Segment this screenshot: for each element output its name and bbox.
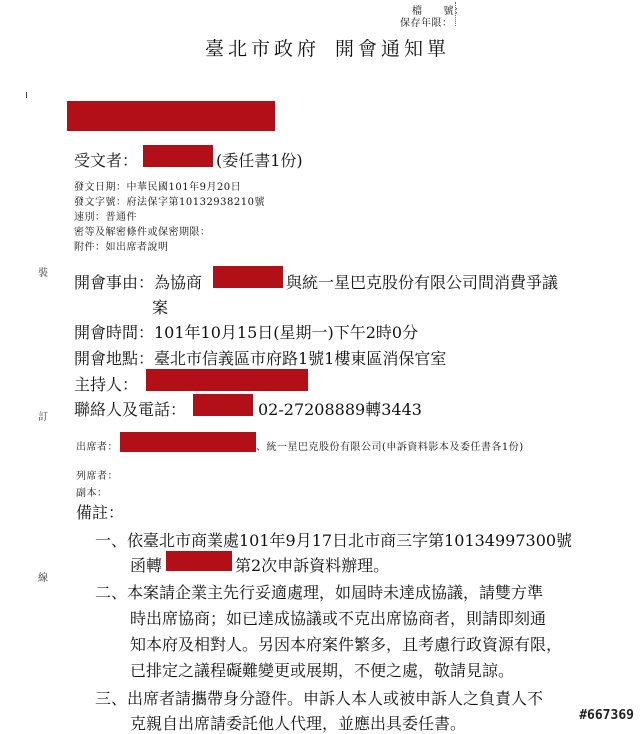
- attendees-label: 出席者：: [76, 442, 118, 453]
- note-2-line-4: 已排定之議程礙難變更或展期，不便之處，敬請見諒。: [130, 661, 515, 680]
- meeting-subject-rest: 與統一星巴克股份有限公司間消費爭議: [286, 273, 559, 292]
- note-3-line-2: 克親自出席請委託他人代理，並應出具委任書。: [130, 714, 467, 733]
- binding-mark-ding: 訂: [38, 412, 48, 423]
- note-2-line-2: 時出席協商；如已達成協議或不克出席協商者，則請即刻通: [130, 609, 547, 628]
- note-1-line-1: 一、依臺北市商業處101年9月17日北市商三字第10134997300號: [95, 531, 573, 550]
- note-1-line-2-rest: 第2次申訴資料辦理。: [235, 556, 390, 575]
- redacted-recipient: [143, 145, 213, 167]
- contact-label: 聯絡人及電話：: [74, 400, 187, 419]
- note-3-line-1: 三、出席者請攜帶身分證件。申訴人本人或被申訴人之負責人不: [95, 689, 544, 708]
- notes-label: 備註：: [76, 503, 125, 522]
- host-label: 主持人：: [74, 375, 139, 394]
- issue-date: 發文日期：中華民國101年9月20日: [74, 182, 242, 193]
- contact-phone: 02-27208889轉3443: [258, 400, 422, 419]
- recipient-note: (委任書1份): [216, 151, 303, 170]
- note-2-line-1: 二、本案請企業主先行妥適處理，如屆時未達成協議，請雙方準: [95, 583, 544, 602]
- security-level: 密等及解密條件或保密期限：: [74, 227, 211, 238]
- header-divider: [455, 2, 457, 26]
- redacted-subject-party: [213, 266, 283, 288]
- retention-label: 保存年限：: [400, 18, 453, 29]
- meeting-time: 開會時間：101年10月15日(星期一)下午2時0分: [74, 323, 419, 342]
- attachments: 附件：如出席者說明: [74, 242, 169, 253]
- cc-label: 副本：: [76, 488, 108, 499]
- meeting-place: 開會地點：臺北市信義區市府路1號1樓東區消保官室: [74, 349, 447, 368]
- document-number: 發文字號：府法保字第10132938210號: [74, 197, 265, 208]
- watermark-id: #667369: [579, 708, 634, 723]
- organization-name: 臺北市政府: [205, 38, 321, 60]
- meeting-subject-wrap: 案: [152, 298, 169, 317]
- binding-mark-xian: 線: [38, 573, 48, 584]
- meeting-subject-label: 開會事由：為協商: [74, 273, 203, 292]
- binding-mark-zhuang: 裝: [38, 268, 48, 279]
- recipient-label: 受文者：: [74, 151, 139, 170]
- observers-label: 列席者：: [76, 471, 118, 482]
- redacted-contact: [193, 394, 253, 416]
- attendees-rest: 、統一星巴克股份有限公司(申訴資料影本及委任書各1份): [256, 442, 524, 453]
- redacted-note-party: [166, 551, 232, 571]
- note-1-line-2-prefix: 函轉: [130, 556, 163, 575]
- redacted-host: [146, 369, 308, 391]
- binding-tick: [26, 92, 27, 98]
- redacted-attendee: [120, 432, 256, 452]
- file-number-label: 檔 號：: [412, 6, 465, 17]
- delivery-speed: 速別：普通件: [74, 212, 137, 223]
- redacted-address: [67, 101, 275, 131]
- note-2-line-3: 知本府及相對人。另因本府案件繁多，且考慮行政資源有限，: [130, 635, 563, 654]
- document-title: 開會通知單: [335, 38, 451, 60]
